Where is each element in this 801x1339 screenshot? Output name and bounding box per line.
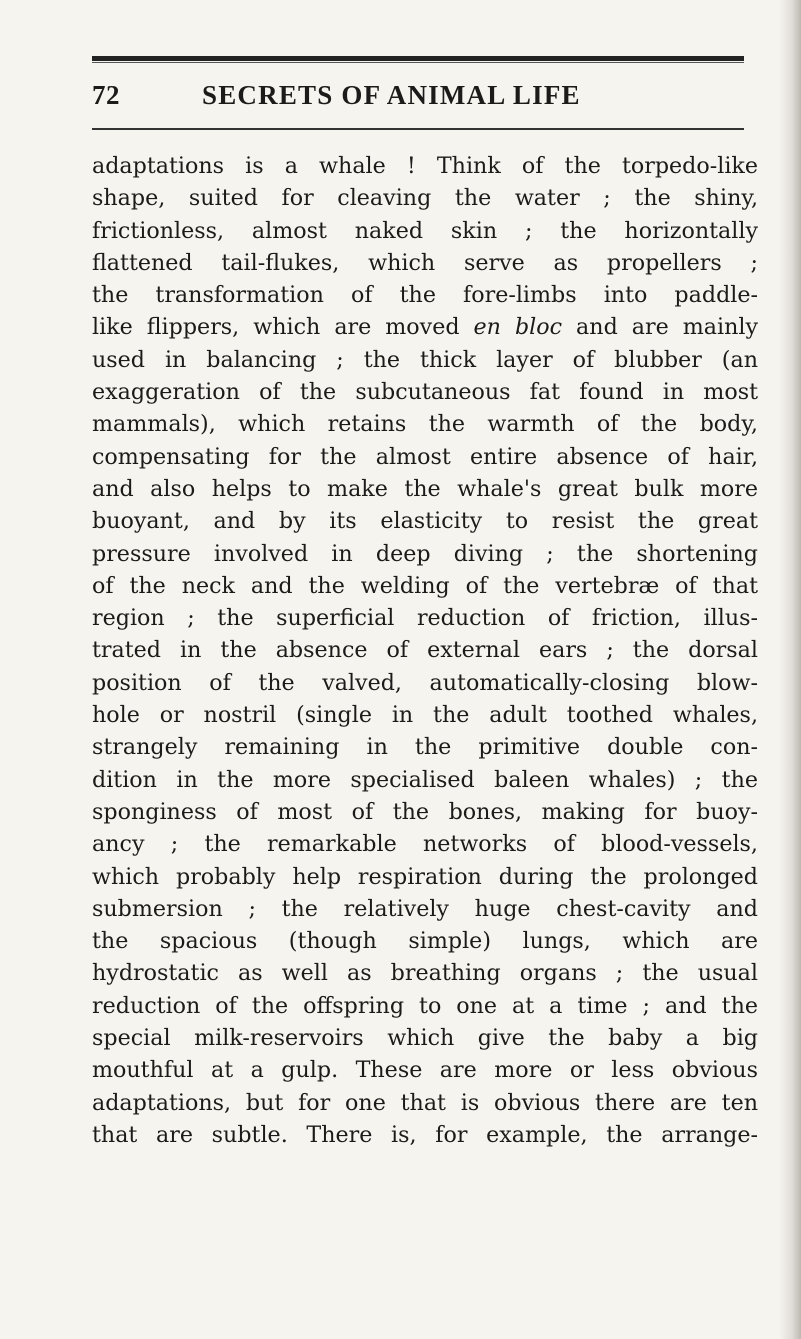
- book-title: SECRETS OF ANIMAL LIFE: [202, 80, 581, 110]
- text-line: adaptations is a whale ! Think of the torpedo-like: [92, 153, 758, 179]
- text-line-mixed: [92, 311, 758, 343]
- page-number: 72: [92, 80, 120, 110]
- text-line: of the neck and the welding of the vertebræ of that: [92, 572, 758, 599]
- top-rule: [92, 56, 744, 61]
- text-line: submersion ; the relatively huge chest-cavity and: [92, 895, 758, 922]
- page-edge-shadow: [779, 0, 801, 1339]
- text-line: reduction of the offspring to one at a time ; and the: [92, 992, 758, 1019]
- text-line: special milk-reservoirs which give the baby a big: [92, 1025, 758, 1052]
- text-line: shape, suited for cleaving the water ; the shiny,: [92, 185, 758, 212]
- text-segment: like flippers, which are moved: [92, 314, 460, 341]
- text-line: hole or nostril (single in the adult toothed whales,: [92, 702, 758, 729]
- text-line: ancy ; the remarkable networks of blood-vessels,: [92, 831, 758, 858]
- text-line: mouthful at a gulp. These are more or less obvious: [92, 1057, 758, 1084]
- text-line: that are subtle. There is, for example, the arrange-: [92, 1121, 758, 1148]
- text-line: compensating for the almost entire absence of hair,: [92, 443, 758, 470]
- text-line: exaggeration of the subcutaneous fat found in most: [92, 379, 758, 406]
- text-line: sponginess of most of the bones, making for buoy-: [92, 798, 758, 825]
- text-line: frictionless, almost naked skin ; the horizontally: [92, 217, 758, 244]
- text-line: strangely remaining in the primitive double con-: [92, 734, 758, 761]
- text-line: the spacious (though simple) lungs, which are: [92, 928, 758, 955]
- text-line: trated in the absence of external ears ; the dorsal: [92, 637, 758, 664]
- text-line: buoyant, and by its elasticity to resist the great: [92, 508, 758, 535]
- text-line: flattened tail-flukes, which serve as propellers ;: [92, 249, 758, 276]
- text-line: region ; the superficial reduction of friction, illus-: [92, 605, 758, 632]
- text-line: and also helps to make the whale's great bulk more: [92, 475, 758, 502]
- text-line: pressure involved in deep diving ; the shortening: [92, 540, 758, 567]
- text-line: the transformation of the fore-limbs into paddle-: [92, 282, 758, 309]
- text-segment: and are mainly: [576, 314, 759, 341]
- text-line: hydrostatic as well as breathing organs ; the usual: [92, 960, 758, 987]
- italic-phrase: en bloc: [473, 314, 563, 341]
- text-line: mammals), which retains the warmth of the body,: [92, 411, 758, 438]
- text-line: dition in the more specialised baleen whales) ; the: [92, 766, 758, 793]
- text-line: used in balancing ; the thick layer of blubber (an: [92, 346, 758, 373]
- header-rule: [92, 128, 744, 130]
- text-line: which probably help respiration during the prolonged: [92, 863, 758, 890]
- body-text: [92, 150, 758, 1151]
- text-line: position of the valved, automatically-closing blow-: [92, 669, 758, 696]
- text-line: adaptations, but for one that is obvious there are ten: [92, 1089, 758, 1116]
- running-head: [92, 80, 744, 120]
